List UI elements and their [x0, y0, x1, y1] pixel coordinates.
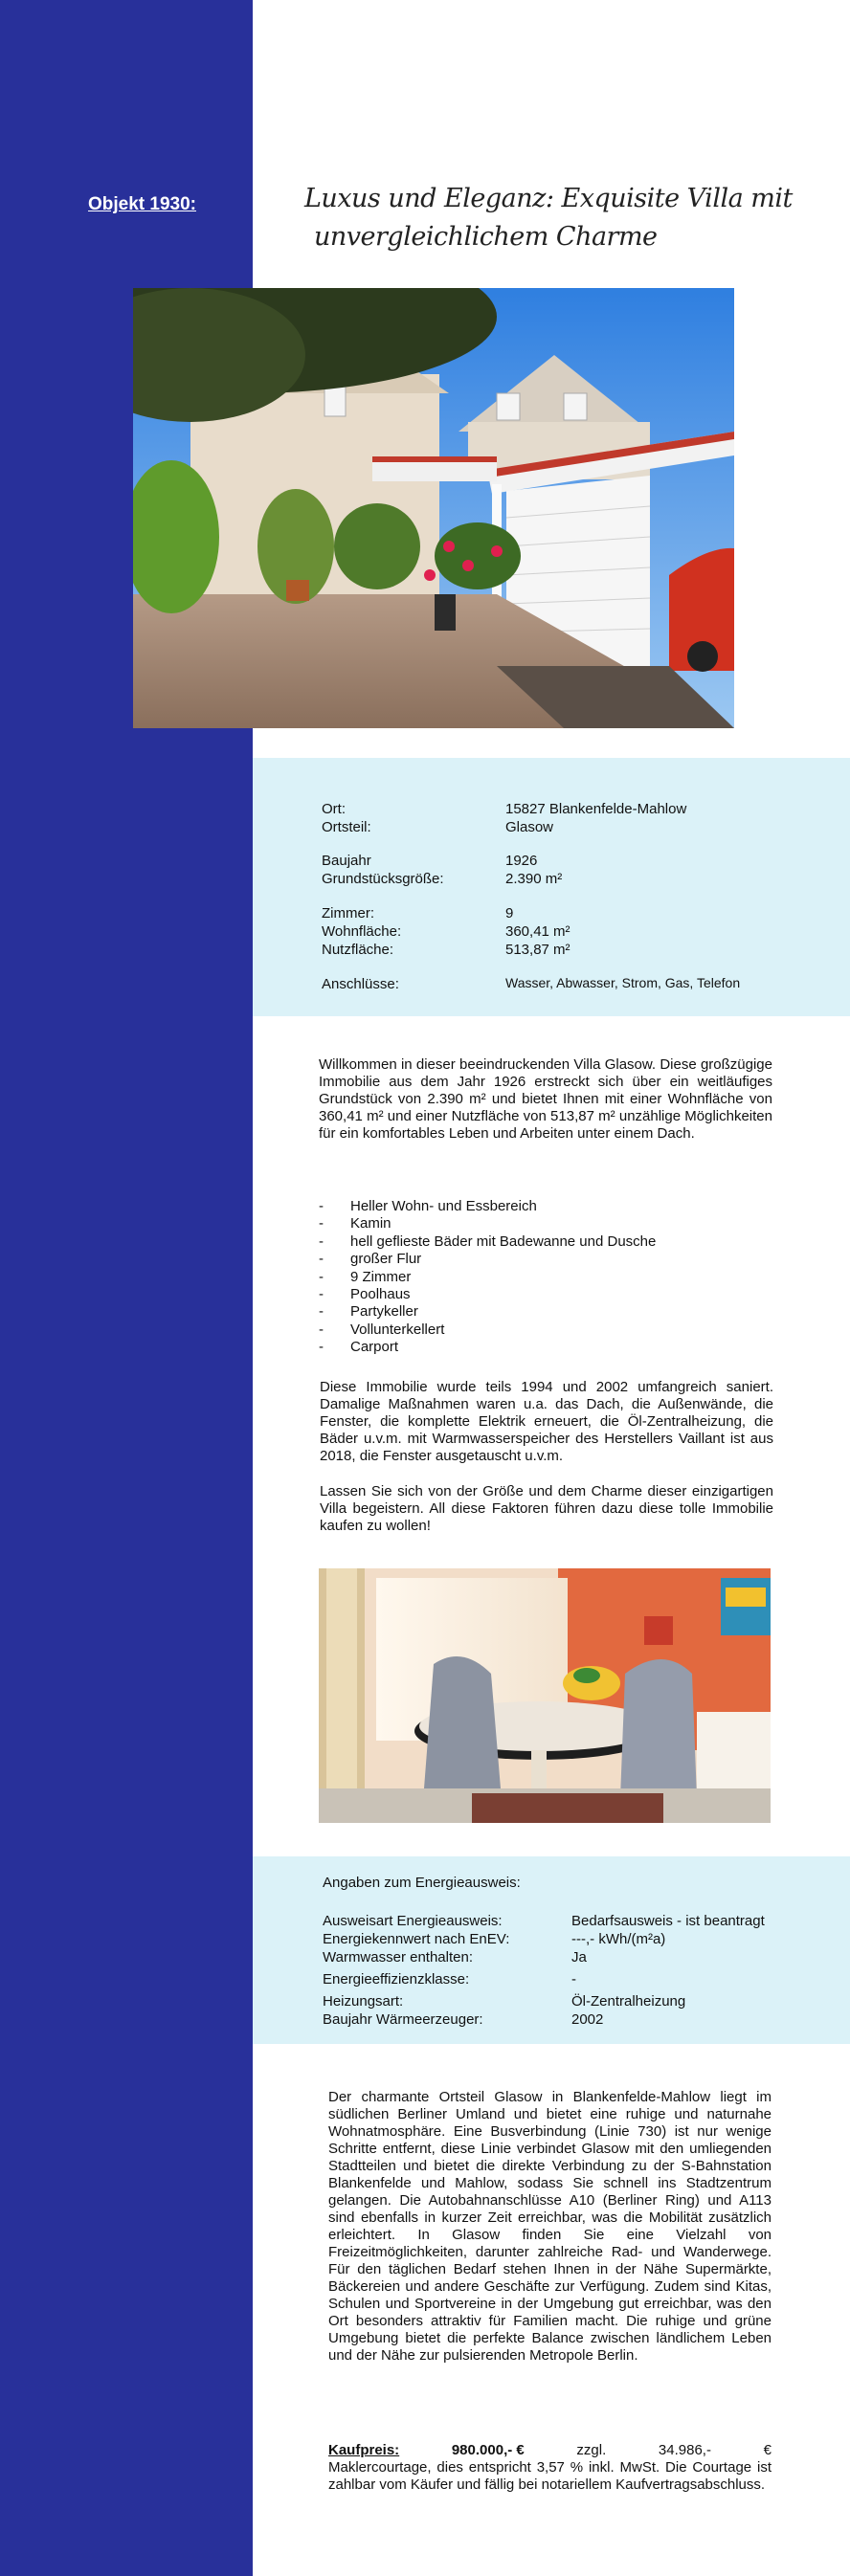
- energy-heading: Angaben zum Energieausweis:: [323, 1875, 521, 1891]
- house-exterior-photo: [133, 288, 734, 728]
- feature-text: Poolhaus: [350, 1285, 411, 1302]
- baujahr-waermeerzeuger-label: Baujahr Wärmeerzeuger:: [323, 2011, 483, 2028]
- title-line-1: Luxus und Eleganz: Exquisite Villa mit: [304, 184, 793, 213]
- warmwasser-value: Ja: [571, 1949, 587, 1965]
- courtage-currency: €: [763, 2442, 772, 2458]
- price-label: Kaufpreis:: [328, 2442, 400, 2458]
- dining-room-photo: [319, 1568, 771, 1823]
- grundstueck-label: Grundstücksgröße:: [322, 871, 444, 887]
- ausweisart-value: Bedarfsausweis - ist beantragt: [571, 1913, 765, 1929]
- feature-dash: -: [319, 1251, 324, 1268]
- ortsteil-label: Ortsteil:: [322, 819, 371, 835]
- price-section: [328, 2442, 772, 2494]
- feature-text: Heller Wohn- und Essbereich: [350, 1198, 537, 1214]
- effizienzklasse-value: -: [571, 1971, 576, 1988]
- baujahr-waermeerzeuger-value: 2002: [571, 2011, 604, 2028]
- nutzflaeche-label: Nutzfläche:: [322, 942, 394, 958]
- title-line-2: unvergleichlichem Charme: [314, 222, 658, 252]
- price-amount: 980.000,- €: [451, 2442, 525, 2458]
- price-zzgl: zzgl.: [576, 2442, 607, 2458]
- location-paragraph: Der charmante Ortsteil Glasow in Blankenfelde-Mahlow liegt im südlichen Berliner Umland und bietet eine ruhige und naturnahe Wohnatmosphäre. Eine Busverbindung (Linie 730) ist nur wenige Schritte entfernt, diese Linie verbindet Glasow mit den umliegenden Stadtteilen und bietet die direkte Verbindung zu der S-Bahnstation Blankenfelde und Mahlow, sodass Sie schnell ins Stadtzentrum gelangen. Die Autobahnanschlüsse A10 (Berliner Ring) und A113 sind ebenfalls in kurzer Zeit erreichbar, was die Mobilität zusätzlich erleichtert. In Glasow finden Sie eine Vielzahl von Freizeitmöglichkeiten, darunter zahlreiche Rad- und Wanderwege. Für den täglichen Bedarf stehen Ihnen in der Nähe Supermärkte, Bäckereien und andere Geschäfte zur Verfügung. Zudem sind Kitas, Schulen und Sportvereine in der Umgebung gut erreichbar, was den Ort besonders attraktiv für Familien macht. Die ruhige und grüne Umgebung bietet die perfekte Balance zwischen ländlichem Leben und der Nähe zur pulsierenden Metropole Berlin.: [328, 2089, 772, 2364]
- anschluesse-label: Anschlüsse:: [322, 976, 399, 992]
- feature-dash: -: [319, 1339, 324, 1356]
- feature-text: 9 Zimmer: [350, 1268, 412, 1285]
- courtage-amount: 34.986,-: [658, 2442, 711, 2458]
- feature-text: Kamin: [350, 1215, 391, 1232]
- feature-dash: -: [319, 1198, 324, 1214]
- feature-text: Vollunterkellert: [350, 1321, 445, 1338]
- baujahr-label: Baujahr: [322, 853, 371, 869]
- effizienzklasse-label: Energieeffizienzklasse:: [323, 1971, 470, 1988]
- feature-dash: -: [319, 1321, 324, 1338]
- feature-dash: -: [319, 1285, 324, 1302]
- zimmer-label: Zimmer:: [322, 905, 374, 922]
- object-number-label: Objekt 1930:: [88, 194, 196, 214]
- courtage-text: Maklercourtage, dies entspricht 3,57 % inkl. MwSt. Die Courtage ist zahlbar vom Käufer und fällig bei notariellem Kaufvertragsabschluss.: [328, 2459, 772, 2493]
- feature-dash: -: [319, 1232, 324, 1250]
- warmwasser-label: Warmwasser enthalten:: [323, 1949, 474, 1965]
- anschluesse-value: Wasser, Abwasser, Strom, Gas, Telefon: [505, 975, 741, 990]
- feature-dash: -: [319, 1268, 324, 1285]
- ort-label: Ort:: [322, 801, 346, 817]
- feature-dash: -: [319, 1215, 324, 1232]
- page-title: [304, 180, 802, 256]
- wohnflaeche-value: 360,41 m²: [505, 923, 570, 940]
- ortsteil-value: Glasow: [505, 819, 554, 835]
- feature-text: hell geflieste Bäder mit Badewanne und Dusche: [350, 1232, 657, 1250]
- intro-paragraph: Willkommen in dieser beeindruckenden Villa Glasow. Diese großzügige Immobilie aus dem Jahr 1926 erstreckt sich über ein weitläufiges Grundstück von 2.390 m² und bietet Ihnen mit einer Wohnfläche von 360,41 m² und einer Nutzfläche von 513,87 m² unzählige Möglichkeiten für ein komfortables Leben und Arbeiten unter einem Dach.: [319, 1056, 772, 1142]
- feature-text: großer Flur: [350, 1251, 422, 1268]
- wohnflaeche-label: Wohnfläche:: [322, 923, 402, 940]
- baujahr-value: 1926: [505, 853, 538, 869]
- ort-value: 15827 Blankenfelde-Mahlow: [505, 801, 687, 817]
- heizungsart-value: Öl-Zentralheizung: [571, 1993, 686, 2010]
- grundstueck-value: 2.390 m²: [505, 871, 563, 887]
- closing-paragraph: Lassen Sie sich von der Größe und dem Charme dieser einzigartigen Villa begeistern. All diese Faktoren führen dazu diese tolle Immobilie kaufen zu wollen!: [320, 1483, 773, 1534]
- feature-text: Carport: [350, 1339, 399, 1356]
- nutzflaeche-value: 513,87 m²: [505, 942, 570, 958]
- ausweisart-label: Ausweisart Energieausweis:: [323, 1913, 503, 1929]
- feature-text: Partykeller: [350, 1303, 418, 1321]
- energiekennwert-value: ---,- kWh/(m²a): [571, 1931, 666, 1947]
- zimmer-value: 9: [505, 905, 514, 922]
- energiekennwert-label: Energiekennwert nach EnEV:: [323, 1931, 510, 1947]
- heizungsart-label: Heizungsart:: [323, 1993, 404, 2010]
- feature-dash: -: [319, 1303, 324, 1321]
- renovation-paragraph: Diese Immobilie wurde teils 1994 und 2002 umfangreich saniert. Damalige Maßnahmen waren u.a. das Dach, die Außenwände, die Fenster, die komplette Elektrik erneuert, die Öl-Zentralheizung, die Bäder u.v.m. mit Warmwasserspeicher des Herstellers Vaillant ist aus 2018, die Fenster ausgetauscht u.v.m.: [320, 1379, 773, 1464]
